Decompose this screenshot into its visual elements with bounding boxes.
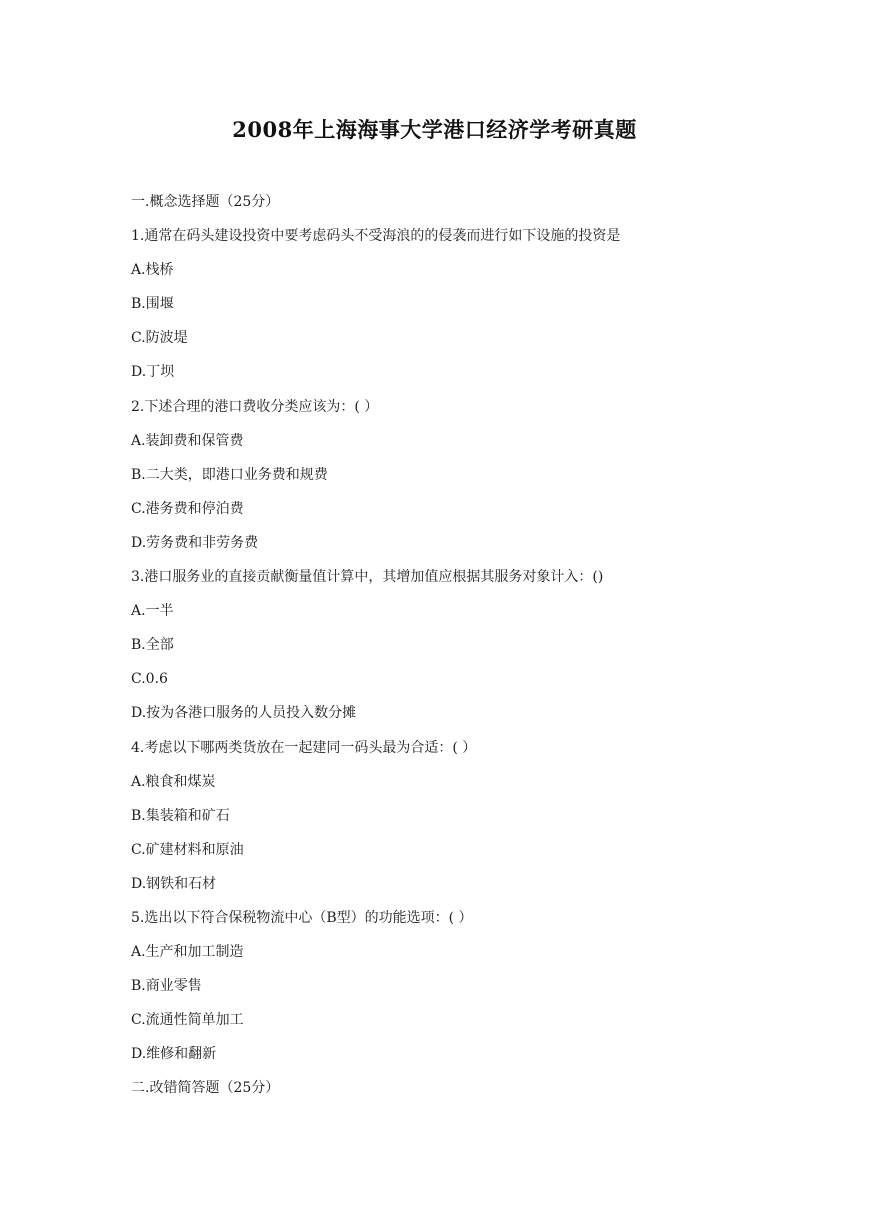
- option-5c: C.流通性简单加工: [131, 1012, 244, 1029]
- option-3d: D.按为各港口服务的人员投入数分摊: [131, 705, 357, 722]
- option-2c: C.港务费和停泊费: [131, 500, 244, 517]
- option-4c: C.矿建材料和原油: [131, 841, 244, 858]
- option-5a: A.生产和加工制造: [131, 944, 244, 961]
- question-5: 5.选出以下符合保税物流中心（B型）的功能选项：( ）: [131, 909, 473, 926]
- option-3c: C.0.6: [131, 671, 168, 688]
- section-heading: 一.概念选择题（25分）: [131, 194, 280, 210]
- option-1b: B.围堰: [131, 296, 174, 313]
- option-5b: B.商业零售: [131, 978, 202, 995]
- option-3a: A.一半: [131, 603, 174, 620]
- question-3: 3.港口服务业的直接贡献衡量值计算中，其增加值应根据其服务对象计入：(): [131, 569, 604, 586]
- option-2a: A.装卸费和保管费: [131, 432, 244, 449]
- option-3b: B.全部: [131, 637, 174, 654]
- question-1: 1.通常在码头建设投资中要考虑码头不受海浪的的侵袭而进行如下设施的投资是: [131, 228, 621, 245]
- option-4b: B.集装箱和矿石: [131, 807, 230, 824]
- question-2: 2.下述合理的港口费收分类应该为：( ）: [131, 398, 379, 415]
- option-4a: A.粮食和煤炭: [131, 773, 216, 790]
- question-4: 4.考虑以下哪两类货放在一起建同一码头最为合适：( ）: [131, 739, 477, 756]
- section-heading-2: 二.改错简答题（25分）: [131, 1080, 280, 1097]
- option-2d: D.劳务费和非劳务费: [131, 534, 259, 551]
- question-list: [131, 191, 811, 1112]
- option-1c: C.防波堤: [131, 330, 188, 347]
- option-4d: D.钢铁和石材: [131, 875, 217, 892]
- option-1a: A.栈桥: [131, 262, 174, 279]
- option-5d: D.维修和翻新: [131, 1046, 217, 1063]
- option-1d: D.丁坝: [131, 364, 175, 381]
- document-title: 2008年上海海事大学港口经济学考研真题: [232, 117, 637, 142]
- option-2b: B.二大类，即港口业务费和规费: [131, 466, 328, 483]
